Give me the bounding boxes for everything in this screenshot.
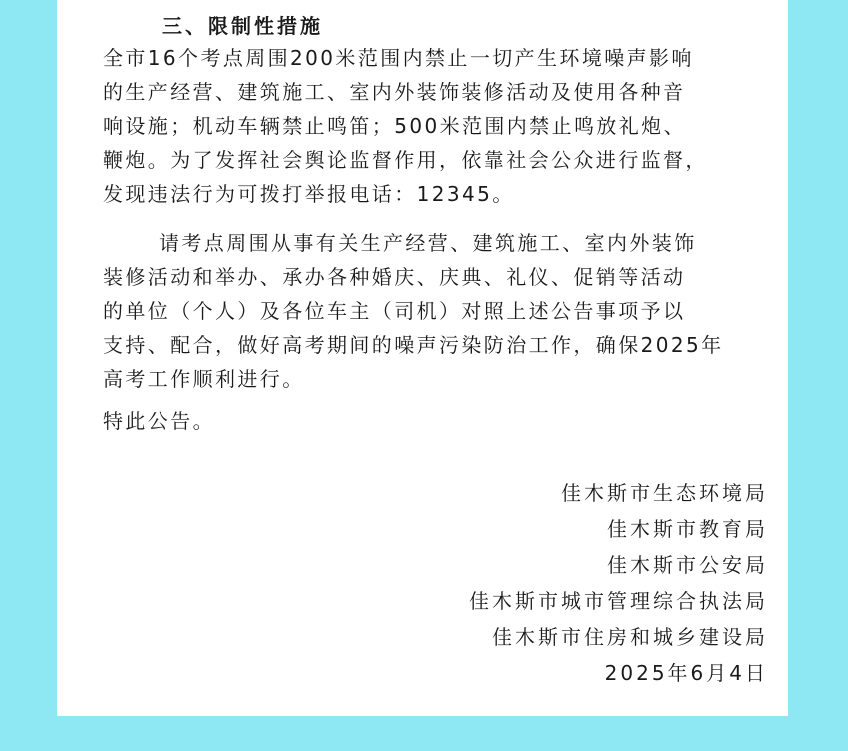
signature-date: 2025年6月4日 [604, 661, 768, 685]
signature-environment-bureau: 佳木斯市生态环境局 [561, 481, 768, 505]
signature-housing-construction-bureau: 佳木斯市住房和城乡建设局 [492, 625, 768, 649]
signature-education-bureau: 佳木斯市教育局 [607, 517, 768, 541]
paragraph-line: 高考工作顺利进行。 [103, 367, 305, 391]
paragraph-line: 支持、配合，做好高考期间的噪声污染防治工作，确保2025年 [103, 333, 724, 357]
signature-block [103, 475, 768, 691]
paragraph-line: 发现违法行为可拨打举报电话：12345。 [103, 182, 515, 206]
paragraph-request [103, 226, 763, 396]
signature-urban-management-bureau: 佳木斯市城市管理综合执法局 [469, 589, 768, 613]
paragraph-line: 装修活动和举办、承办各种婚庆、庆典、礼仪、促销等活动 [103, 265, 686, 289]
section-heading: 三、限制性措施 [162, 14, 323, 38]
paragraph-line: 的生产经营、建筑施工、室内外装饰装修活动及使用各种音 [103, 80, 686, 104]
paragraph-line: 的单位（个人）及各位车主（司机）对照上述公告事项予以 [103, 299, 686, 323]
paragraph-line: 请考点周围从事有关生产经营、建筑施工、室内外装饰 [159, 231, 697, 255]
signature-public-security-bureau: 佳木斯市公安局 [607, 553, 768, 577]
paragraph-line: 响设施；机动车辆禁止鸣笛；500米范围内禁止鸣放礼炮、 [103, 114, 686, 138]
paragraph-line: 全市16个考点周围200米范围内禁止一切产生环境噪声影响 [103, 46, 694, 70]
paragraph-line: 鞭炮。为了发挥社会舆论监督作用，依靠社会公众进行监督， [103, 148, 708, 172]
notice-document [57, 0, 788, 716]
paragraph-restrictions [103, 41, 763, 211]
closing-text: 特此公告。 [103, 409, 215, 433]
